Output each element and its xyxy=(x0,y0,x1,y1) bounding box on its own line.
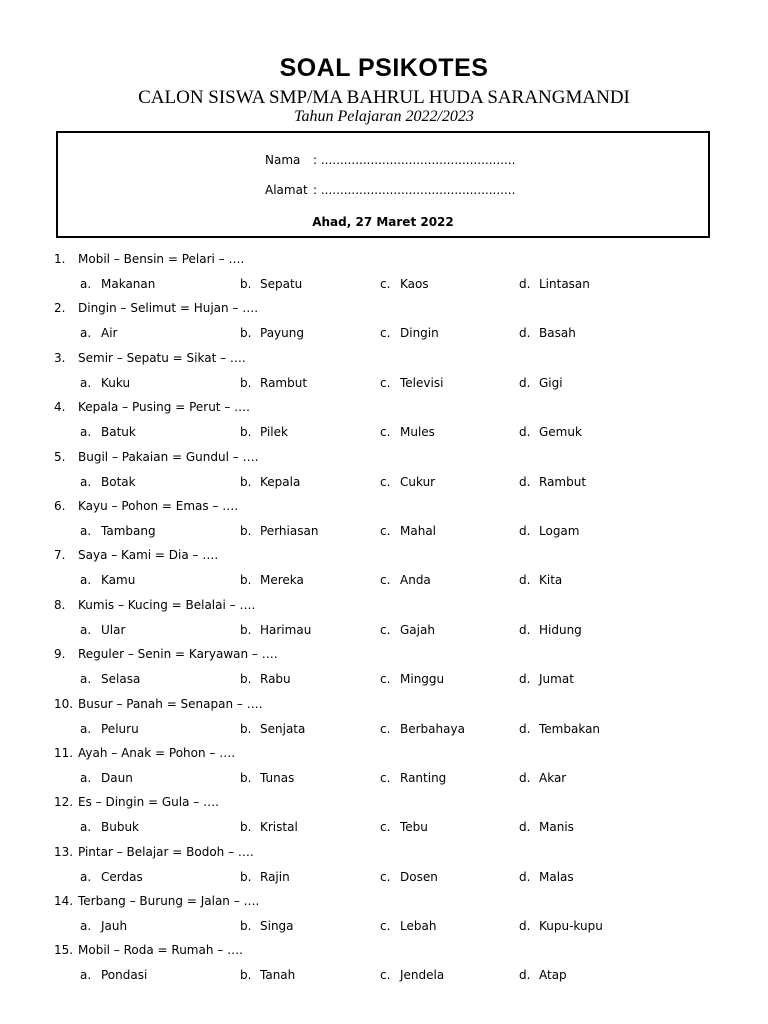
question-item xyxy=(0,394,768,443)
option-letter: a. xyxy=(80,968,92,983)
question-number: 6. xyxy=(54,498,66,513)
option-letter: b. xyxy=(240,820,252,835)
question-item xyxy=(0,888,768,937)
question-text: Kepala – Pusing = Perut – …. xyxy=(78,400,250,415)
document-subtitle: CALON SISWA SMP/MA BAHRUL HUDA SARANGMANDI xyxy=(138,87,630,108)
question-number: 8. xyxy=(54,597,66,612)
option-text: Mules xyxy=(400,425,435,440)
option-letter: c. xyxy=(380,721,391,736)
question-text: Kayu – Pohon = Emas – …. xyxy=(78,498,239,513)
option-letter: b. xyxy=(240,425,252,440)
option-letter: c. xyxy=(380,425,391,440)
option-text: Televisi xyxy=(400,375,444,390)
option-text: Jendela xyxy=(400,968,445,983)
question-item xyxy=(0,839,768,888)
question-number: 7. xyxy=(54,548,66,563)
option-letter: d. xyxy=(519,474,531,489)
option-letter: a. xyxy=(80,425,92,440)
option-letter: b. xyxy=(240,523,252,538)
option-text: Berbahaya xyxy=(400,721,465,736)
option-text: Rambut xyxy=(260,375,308,390)
option-letter: a. xyxy=(80,523,92,538)
option-letter: c. xyxy=(380,869,391,884)
option-text: Ranting xyxy=(400,770,447,785)
option-letter: d. xyxy=(519,721,531,736)
option-letter: c. xyxy=(380,375,391,390)
question-item xyxy=(0,789,768,838)
identity-box xyxy=(56,131,710,238)
option-text: Sepatu xyxy=(260,277,303,291)
question-number: 10. xyxy=(54,696,74,711)
option-letter: b. xyxy=(240,721,252,736)
name-field xyxy=(265,153,515,167)
option-text: Mahal xyxy=(400,523,436,538)
option-text: Cerdas xyxy=(101,869,143,884)
option-text: Akar xyxy=(539,770,567,785)
option-letter: b. xyxy=(240,622,252,637)
option-letter: b. xyxy=(240,672,252,687)
option-text: Manis xyxy=(539,820,574,835)
option-letter: b. xyxy=(240,375,252,390)
option-letter: a. xyxy=(80,277,92,291)
option-text: Peluru xyxy=(101,721,139,736)
option-letter: b. xyxy=(240,869,252,884)
question-number: 15. xyxy=(54,943,74,958)
option-text: Jumat xyxy=(539,672,574,687)
option-letter: a. xyxy=(80,474,92,489)
option-letter: a. xyxy=(80,622,92,637)
question-number: 9. xyxy=(54,647,66,662)
question-item xyxy=(0,295,768,344)
option-letter: c. xyxy=(380,326,391,341)
option-text: Malas xyxy=(539,869,574,884)
option-letter: d. xyxy=(519,622,531,637)
option-text: Minggu xyxy=(400,672,445,687)
option-text: Rajin xyxy=(260,869,290,884)
question-text: Ayah – Anak = Pohon – …. xyxy=(78,745,236,760)
academic-year: Tahun Pelajaran 2022/2023 xyxy=(294,108,474,125)
question-item xyxy=(0,937,768,986)
option-text: Bubuk xyxy=(101,820,140,835)
option-text: Basah xyxy=(539,326,576,341)
option-text: Singa xyxy=(260,919,294,934)
option-text: Daun xyxy=(101,770,133,785)
option-letter: c. xyxy=(380,968,391,983)
option-text: Lintasan xyxy=(539,277,590,291)
option-letter: c. xyxy=(380,277,391,291)
option-text: Selasa xyxy=(101,672,141,687)
option-letter: d. xyxy=(519,770,531,785)
option-text: Gemuk xyxy=(539,425,582,440)
question-text: Dingin – Selimut = Hujan – …. xyxy=(78,301,259,316)
question-text: Saya – Kami = Dia – …. xyxy=(78,548,219,563)
option-text: Logam xyxy=(539,523,580,538)
option-text: Dosen xyxy=(400,869,438,884)
question-number: 14. xyxy=(54,894,74,909)
option-letter: c. xyxy=(380,622,391,637)
option-letter: c. xyxy=(380,474,391,489)
question-text: Es – Dingin = Gula – …. xyxy=(78,795,219,810)
question-item xyxy=(0,592,768,641)
option-letter: d. xyxy=(519,968,531,983)
option-letter: b. xyxy=(240,277,252,291)
address-blank: : ................................................... xyxy=(313,183,516,197)
question-number: 11. xyxy=(54,745,74,760)
option-text: Batuk xyxy=(101,425,136,440)
option-text: Kuku xyxy=(101,375,131,390)
question-item xyxy=(0,641,768,690)
option-letter: b. xyxy=(240,326,252,341)
option-text: Gajah xyxy=(400,622,435,637)
document-title: SOAL PSIKOTES xyxy=(279,54,489,82)
option-letter: a. xyxy=(80,919,92,934)
option-letter: a. xyxy=(80,820,92,835)
option-text: Cukur xyxy=(400,474,436,489)
question-text: Reguler – Senin = Karyawan – …. xyxy=(78,647,278,662)
option-text: Kaos xyxy=(400,277,429,291)
option-letter: a. xyxy=(80,326,92,341)
question-item xyxy=(0,345,768,394)
option-letter: c. xyxy=(380,573,391,588)
option-letter: c. xyxy=(380,523,391,538)
option-text: Rabu xyxy=(260,672,291,687)
option-letter: b. xyxy=(240,919,252,934)
option-text: Kepala xyxy=(260,474,301,489)
option-text: Air xyxy=(101,326,118,341)
option-text: Pilek xyxy=(260,425,288,440)
address-field xyxy=(265,183,515,197)
option-text: Hidung xyxy=(539,622,582,637)
option-text: Tambang xyxy=(101,523,156,538)
option-text: Jauh xyxy=(101,919,128,934)
question-item xyxy=(0,246,768,295)
option-text: Ular xyxy=(101,622,126,637)
question-text: Pintar – Belajar = Bodoh – …. xyxy=(78,844,254,859)
option-text: Tunas xyxy=(260,770,295,785)
option-text: Kamu xyxy=(101,573,136,588)
question-number: 5. xyxy=(54,449,66,464)
option-text: Senjata xyxy=(260,721,306,736)
option-letter: a. xyxy=(80,672,92,687)
option-text: Gigi xyxy=(539,375,563,390)
exam-date: Ahad, 27 Maret 2022 xyxy=(312,215,454,229)
option-letter: d. xyxy=(519,523,531,538)
question-item xyxy=(0,542,768,591)
option-letter: b. xyxy=(240,968,252,983)
option-letter: c. xyxy=(380,919,391,934)
option-letter: a. xyxy=(80,770,92,785)
option-text: Tembakan xyxy=(539,721,601,736)
question-text: Mobil – Bensin = Pelari – …. xyxy=(78,252,245,266)
option-letter: a. xyxy=(80,869,92,884)
option-letter: a. xyxy=(80,375,92,390)
question-number: 13. xyxy=(54,844,74,859)
option-text: Anda xyxy=(400,573,431,588)
question-text: Busur – Panah = Senapan – …. xyxy=(78,696,263,711)
name-blank: : ................................................... xyxy=(313,153,516,167)
question-item xyxy=(0,444,768,493)
option-letter: b. xyxy=(240,474,252,489)
name-label: Nama xyxy=(265,153,301,167)
option-letter: d. xyxy=(519,672,531,687)
option-text: Harimau xyxy=(260,622,312,637)
option-text: Rambut xyxy=(539,474,587,489)
option-text: Pondasi xyxy=(101,968,148,983)
option-text: Lebah xyxy=(400,919,437,934)
option-letter: d. xyxy=(519,326,531,341)
question-item xyxy=(0,691,768,740)
option-text: Tebu xyxy=(400,820,428,835)
option-letter: d. xyxy=(519,869,531,884)
option-letter: d. xyxy=(519,425,531,440)
question-item xyxy=(0,740,768,789)
question-text: Mobil – Roda = Rumah – …. xyxy=(78,943,243,958)
question-item xyxy=(0,493,768,542)
option-letter: b. xyxy=(240,770,252,785)
question-text: Kumis – Kucing = Belalai – …. xyxy=(78,597,256,612)
option-text: Botak xyxy=(101,474,136,489)
option-text: Dingin xyxy=(400,326,439,341)
option-letter: b. xyxy=(240,573,252,588)
question-list xyxy=(0,246,768,987)
question-number: 1. xyxy=(54,252,66,266)
option-text: Atap xyxy=(539,968,567,983)
option-text: Kristal xyxy=(260,820,298,835)
question-number: 4. xyxy=(54,400,66,415)
option-letter: d. xyxy=(519,277,531,291)
option-letter: d. xyxy=(519,573,531,588)
option-text: Tanah xyxy=(260,968,296,983)
option-letter: a. xyxy=(80,721,92,736)
address-label: Alamat xyxy=(265,183,308,197)
option-text: Mereka xyxy=(260,573,304,588)
option-text: Perhiasan xyxy=(260,523,319,538)
option-letter: a. xyxy=(80,573,92,588)
question-text: Bugil – Pakaian = Gundul – …. xyxy=(78,449,259,464)
option-letter: d. xyxy=(519,820,531,835)
option-text: Kupu-kupu xyxy=(539,919,603,934)
option-letter: d. xyxy=(519,919,531,934)
question-number: 12. xyxy=(54,795,74,810)
option-letter: c. xyxy=(380,770,391,785)
option-letter: d. xyxy=(519,375,531,390)
question-text: Semir – Sepatu = Sikat – …. xyxy=(78,350,246,365)
question-text: Terbang – Burung = Jalan – …. xyxy=(78,894,260,909)
option-letter: c. xyxy=(380,820,391,835)
option-text: Kita xyxy=(539,573,563,588)
question-number: 2. xyxy=(54,301,66,316)
question-number: 3. xyxy=(54,350,66,365)
option-text: Payung xyxy=(260,326,304,341)
option-letter: c. xyxy=(380,672,391,687)
option-text: Makanan xyxy=(101,277,156,291)
